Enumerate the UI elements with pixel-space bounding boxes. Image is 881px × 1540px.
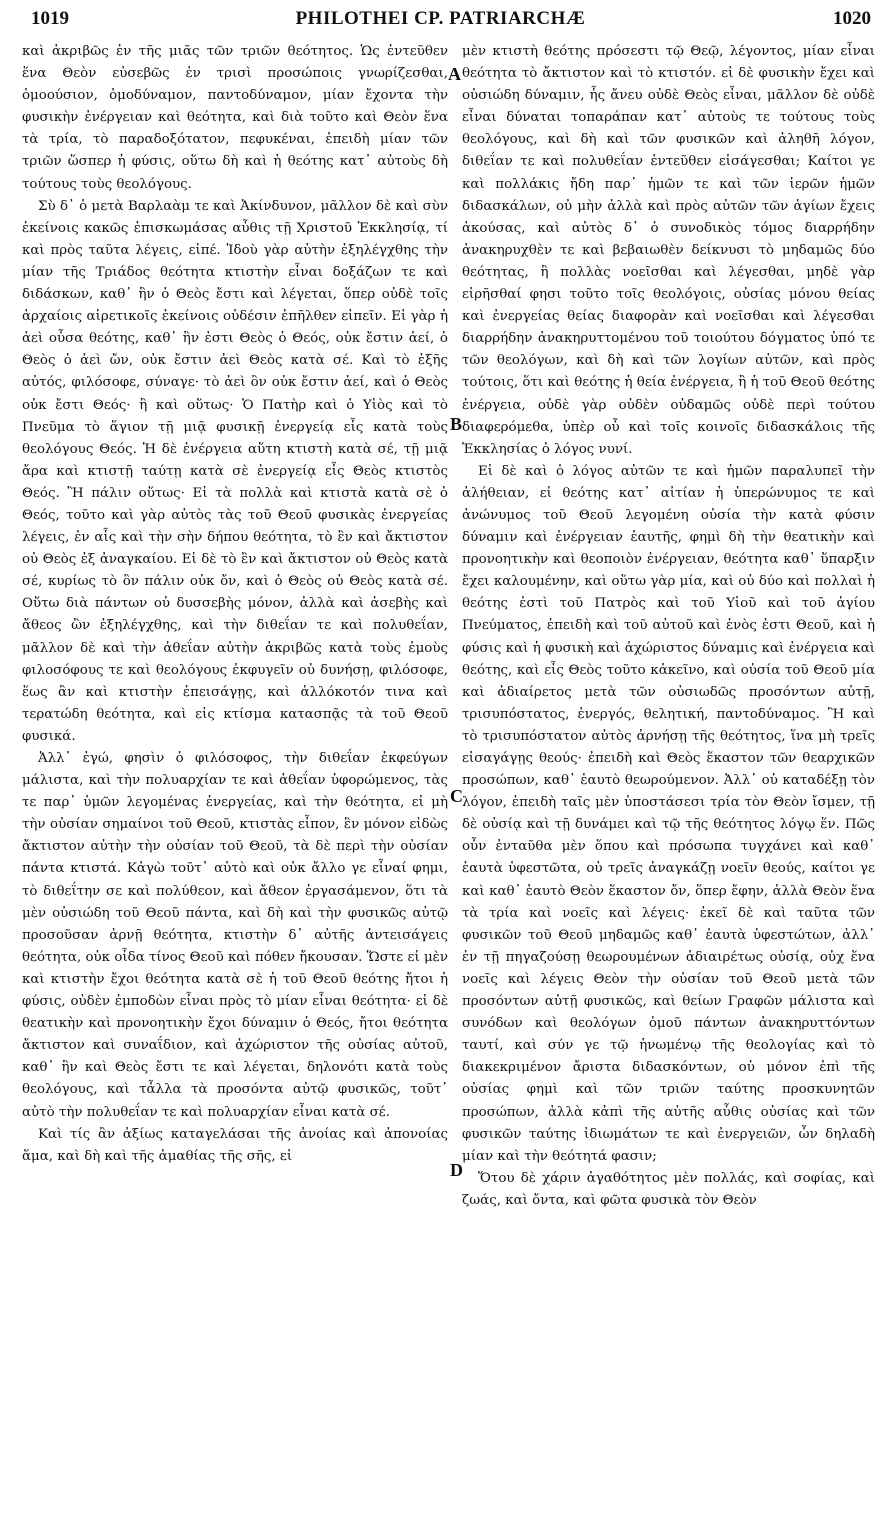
page-header [0,8,881,38]
paragraph: καὶ ἀκριβῶς ἐν τῆς μιᾶς τῶν τριῶν θεότητος. Ὡς ἐντεῦθεν ἕνα Θεὸν εὐσεβῶς ἐν τρισὶ προσώποις γνωρίζεσθαι, ὁμοούσιον, ὁμοδύναμον, παντοδύναμον, μίαν ἔχοντα τὴν φυσικὴν ἐνέργειαν καὶ θεότητα, καὶ διὰ τοῦτο καὶ Θεὸν ἕνα τὰ τρία, τὸ παραδοξότατον, πεφυκέναι, ἐπειδὴ μίαν τῶν τριῶν ὥσπερ ἡ φύσις, οὕτω δὴ καὶ ἡ θεότης κατ᾽ αὐτοὺς δὴ τούτους τοὺς θεολόγους. [22,44,448,192]
paragraph: Ὅτου δὲ χάριν ἀγαθότητος μὲν πολλάς, καὶ σοφίας, καὶ ζωάς, καὶ ὄντα, καὶ φῶτα φυσικὰ τὸν Θεὸν [462,1170,875,1208]
page-number-left: 1019 [31,8,69,29]
paragraph: Σὺ δ᾽ ὁ μετὰ Βαρλαὰμ τε καὶ Ἀκίνδυνον, μᾶλλον δὲ καὶ σὺν ἐκείνοις κακῶς ἐπισκωμάσας αὖθις τῇ Χριστοῦ Ἐκκλησίᾳ, τί καὶ πρὸς ταῦτα λέγεις, εἰπέ. Ἰδοὺ γὰρ αὐτὴν ἐξηλέγχθης τὴν μίαν τῆς Τριάδος θεότητα κτιστὴν εἶναι δοξάζων τε καὶ διδάσκων, καθ᾽ ἣν ὁ Θεὸς ἔστι καὶ λέγεται, ὅπερ οὐδὲ τοῖς ἀρχαίοις αἱρετικοῖς ἐκείνοις οὐδέσιν ἐπῆλθεν εἰπεῖν. Εἰ γὰρ ἡ ἀεὶ οὖσα θεότης, καθ᾽ ἣν ἐστι Θεὸς ὁ Θεός, οὐκ ἔστιν ἀεί, ὁ Θεὸς ὁ ἀεὶ ὤν, οὐκ ἔστιν ἀεὶ Θεὸς κατὰ σέ. Καὶ τὸ ἑξῆς αὐτός, φιλόσοφε, σύναγε· τὸ ἀεὶ ὂν οὐκ ἔστιν ἀεί, καὶ ὁ Θεὸς οὐκ ἔστι Θεός· ἢ καὶ οὕτως· Ὁ Πατὴρ καὶ ὁ Υἱὸς καὶ τὸ Πνεῦμα τὸ ἅγιον τῇ μιᾷ φυσικῇ ἐνεργείᾳ εἷς κατὰ τοὺς θεολόγους Θεός. Ἡ δὲ ἐνέργεια αὕτη κτιστὴ κατὰ σέ, τῇ μιᾷ ἄρα καὶ κτιστῇ ταύτῃ κατὰ σὲ ἐνεργείᾳ εἷς Θεὸς κτιστὸς Θεός. Ἢ πάλιν οὕτως· Εἰ τὰ πολλὰ καὶ κτιστὰ κατὰ σὲ ὁ Θεός, τοῦτο καὶ γὰρ αὐτὸς τὰς τοῦ Θεοῦ φυσικὰς ἐνεργείας λέγεις, ἐν αἷς καὶ τὴν σὴν δήπου θεότητα, τὸ ἓν καὶ ἄκτιστον οὐ Θεὸς ἐξ ἀναγκαίου. Εἰ δὲ τὸ ἓν καὶ ἄκτιστον οὐ Θεὸς κατὰ σέ, κυρίως τὸ ὂν πάλιν οὐκ ὄν, καὶ ὁ Θεὸς οὐ Θεὸς κατὰ σέ. Οὕτω διὰ πάντων οὐ δυσσεβὴς μόνον, ἀλλὰ καὶ ἀσεβὴς καὶ ἄθεος ὢν ἐξηλέγχθης, καὶ τὴν διθεΐαν τε καὶ πολυθεΐαν, μᾶλλον δὲ καὶ τὴν ἀθεΐαν αὐτὴν ἀκριβῶς κατὰ τοὺς ἐμοὺς φιλοσόφους τε καὶ θεολόγους ἐκφυγεῖν οὐ δυνήσῃ, φιλόσοφε, ἕως ἂν καὶ κτιστὴν ἐπεισάγῃς, καὶ ἀλλόκοτόν τινα καὶ τερατώδη θεότητα, καὶ εἰς κτίσμα κατασπᾷς τὰ τοῦ Θεοῦ φυσικά. [22,198,448,744]
margin-marker-d: D [450,1160,463,1180]
paragraph: Εἰ δὲ καὶ ὁ λόγος αὐτῶν τε καὶ ἡμῶν παραλυπεῖ τὴν ἀλήθειαν, εἰ θεότης κατ᾽ αἰτίαν ἡ ὑπερώνυμος τε καὶ ἀνώνυμος τοῦ Θεοῦ λεγομένη οὐσία τὴν κατὰ φύσιν δύναμιν καὶ ἐνέργειαν ἑαυτῆς, φημὶ δὴ τὴν θεατικὴν καὶ προνοητικὴν καὶ θεοποιὸν ἐνέργειαν, θεότητα καθ᾽ ὕπαρξιν ἔχει καλουμένην, καὶ οὕτω γὰρ μία, καὶ οὐ δύο καὶ πολλαὶ ἡ θεότης ἐστὶ τοῦ Πατρὸς καὶ τοῦ Υἱοῦ καὶ τοῦ ἁγίου Πνεύματος, ἐπειδὴ καὶ τοῦ αὐτοῦ καὶ ἑνὸς ἐστι Θεοῦ, καὶ ἡ φύσις καὶ ἡ φυσικὴ καὶ ἀχώριστος δύναμις καὶ ἐνέργεια καὶ θεότης, καὶ εἷς Θεὸς τοῦτο κἀκεῖνο, καὶ οὐσία τοῦ Θεοῦ μία καὶ ἀδιαίρετος μετὰ τῶν οὐσιωδῶς προσόντων αὐτῇ, τρισυπόστατος, ἐνεργός, θελητική, παντοδύναμος. Ἣ καὶ τὸ τρισυπόστατον αὐτὸς ἀρνήσῃ τῆς θεότητος, ἵνα μὴ τρεῖς εἰσαγάγῃς θεούς· ἐπειδὴ καὶ Θεὸς ἕκαστον τῶν θεαρχικῶν προσώπων, καθ᾽ ἑαυτὸ θεωρούμενον. Ἀλλ᾽ οὐ καταδέξῃ τὸν λόγον, ἐπειδὴ ταῖς μὲν ὑποστάσεσι τρία τὸν Θεὸν ἴσμεν, τῇ δὲ οὐσίᾳ καὶ τῇ δυνάμει καὶ τῷ τῆς θεότητος λόγῳ ἕν. Πῶς οὖν ἐνταῦθα μὲν ὅπου καὶ πρόσωπα τυγχάνει καὶ καθ᾽ ἑαυτὰ ὑφεστῶτα, οὐ τρεῖς ἀναγκάζῃ νοεῖν θεούς, καίτοι γε καὶ καθ᾽ ἑαυτὸ Θεὸν ἕκαστον ὄν, ὅπερ ἔφην, ἀλλὰ Θεὸν ἕνα τὰ τρία καὶ νοεῖς καὶ λέγεις· ἐκεῖ δὲ καὶ ταῦτα τῶν φυσικῶν τοῦ Θεοῦ μηδαμῶς καθ᾽ ἑαυτὰ ὑφεστώτων, ἀλλ᾽ ἐν τῇ πηγαζούσῃ θεωρουμένων ἀδιαιρέτως οὐσίᾳ, οὐχ ἕνα νοεῖς καὶ λέγεις Θεὸν τὴν οὐσίαν τοῦ Θεοῦ μετὰ τῶν προσόντων αὐτῇ φυσικῶς, καὶ θείων Γραφῶν μάλιστα καὶ συνόδων καὶ θεολόγων ὁμοῦ πάντων ἀνακηρυττόντων ταυτί, καὶ σύν γε τῷ ἡνωμένῳ τῆς θεολογίας καὶ τὸ διακεκριμένον ἄριστα διδασκόντων, οὐ μόνον ἐπὶ τῆς οὐσίας φημὶ καὶ τῶν τριῶν ταύτης προσκυνητῶν προσώπων, ἀλλὰ κἀπὶ τῆς αὐτῆς αὖθις οὐσίας καὶ τῶν φυσικῶν ταύτης ἰδιωμάτων τε καὶ ἐνεργειῶν, ὧν δηλαδὴ μίαν καὶ τὴν θεότητά φασιν; [462,463,875,1164]
margin-marker-c: C [450,786,463,806]
left-column [22,41,448,1536]
running-title: PHILOTHEI CP. PATRIARCHÆ [295,8,586,29]
margin-marker-a: A [448,64,461,84]
paragraph: μὲν κτιστὴ θεότης πρόσεστι τῷ Θεῷ, λέγοντος, μίαν εἶναι θεότητα τὸ ἄκτιστον καὶ τὸ κτιστόν. εἰ δὲ φυσικὴν ἔχει καὶ οὐσιώδη δύναμιν, ἧς ἄνευ οὐδὲ Θεὸς εἶναι, μᾶλλον δὲ οὐδὲ εἶναι δύναται τοπαράπαν κατ᾽ αὐτοὺς τε τούτους τοὺς θεολόγους, καὶ δὴ καὶ τῶν φυσικῶν καὶ ἀληθῆ λόγον, διθεΐαν τε καὶ πολυθεΐαν ἐντεῦθεν εἰσάγεσθαι; Καίτοι γε καὶ πολλάκις ἤδη παρ᾽ ἡμῶν τε καὶ τῶν ἱερῶν ἡμῶν διδασκάλων, οὐ μὴν ἀλλὰ καὶ πρὸς αὐτῶν τῶν ἁγίων ἔχεις ἀκούσας, καὶ αὐτὸς δ᾽ ὁ συνοδικὸς τόμος διαρρήδην ἀνακηρυχθὲν τε καὶ βεβαιωθὲν δείκνυσι τὸ μηδαμῶς δύο θεότητας, ἢ πολλὰς νοεῖσθαι καὶ λέγεσθαι, μηδὲ γὰρ εἰρῆσθαί φησι τοῦτο τοῖς θεολόγοις, οὐσίας μόνου θείας καὶ ἐνεργείας θείας διαφορὰν καὶ νοεῖσθαι καὶ λέγεσθαι διαρρήδην ἀνακηρυττομένου τοῦ τοιούτου δόγματος ὑπό τε τῶν θεολόγων, καὶ δὴ καὶ τῶν λογίων αὐτῶν, καὶ πρὸς τούτοις, ὅτι καὶ θεότης ἡ θεία ἐνέργεια, ἢ ἡ τοῦ Θεοῦ θεότης ἐνέργεια, οὐδὲ γὰρ οὐδὲν οὐδαμῶς οὐδὲ περὶ τούτου διαφερόμεθα, ὑπὲρ οὗ καὶ τοῖς κοινοῖς διδασκάλοις τῆς Ἐκκλησίας ὁ λόγος νυνί. [462,44,875,457]
paragraph: Ἀλλ᾽ ἐγώ, φησὶν ὁ φιλόσοφος, τὴν διθεΐαν ἐκφεύγων μάλιστα, καὶ τὴν πολυαρχίαν τε καὶ ἀθεΐαν ὑφορώμενος, τὰς τε παρ᾽ ὑμῶν λεγομένας ἐνεργείας, καὶ τὴν θεότητα, εἰ μὴ τὴν οὐσίαν σημαίνοι τοῦ Θεοῦ, κτιστὰς εἶπον, ἓν μόνον εἰδὼς ἄκτιστον αὐτὴν τὴν οὐσίαν τοῦ Θεοῦ, τὰ δὲ περὶ τὴν οὐσίαν πάντα κτιστά. Κἀγὼ τοῦτ᾽ αὐτὸ καὶ οὐκ ἄλλο γε εἶναί φημι, τὸ διθεΐτην σε καὶ πολύθεον, καὶ ἄθεον ἐργασάμενον, ὅτι τὰ μὲν οὐσιώδη τοῦ Θεοῦ πάντα, καὶ δὴ καὶ τὴν φυσικῶς αὐτῷ προσοῦσαν ἀρνῇ θεότητα, κτιστὴν δ᾽ αὐτῆς ἀντεισάγεις θεότητα, οὐκ οἶδα τίνος Θεοῦ καὶ πόθεν ἤκουσαν. Ὥστε εἰ μὲν καὶ κτιστὴν ἔχοι θεότητα κατὰ σὲ ἡ τοῦ Θεοῦ θεότης ἤτοι ἡ φύσις, οὐδὲν ἐμποδὼν εἶναι πρὸς τὸ μίαν εἶναι θεότητα· εἰ δὲ θεατικὴν καὶ προνοητικὴν ἔχοι δύναμιν ὁ Θεός, ἤτοι θεότητα ἄκτιστον καὶ συναΐδιον, καὶ ἀχώριστον τῆς οὐσίας αὐτοῦ, καθ᾽ ἣν καὶ Θεὸς ἔστι τε καὶ λέγεται, δηλονότι κατὰ τοὺς θεολόγους, καὶ τἆλλα τὰ προσόντα αὐτῷ φυσικῶς, τοῦτ᾽ αὐτὸ τὴν πολυθεΐαν τε καὶ πολυαρχίαν εἶναι κατὰ σέ. [22,751,448,1120]
margin-marker-b: B [450,414,463,434]
paragraph: Καὶ τίς ἂν ἀξίως καταγελάσαι τῆς ἀνοίας καὶ ἀπονοίας ἅμα, καὶ δὴ καὶ τῆς ἀμαθίας τῆς σῆς, εἰ [22,1126,448,1164]
page-number-right: 1020 [833,8,871,29]
right-column [462,41,875,1536]
